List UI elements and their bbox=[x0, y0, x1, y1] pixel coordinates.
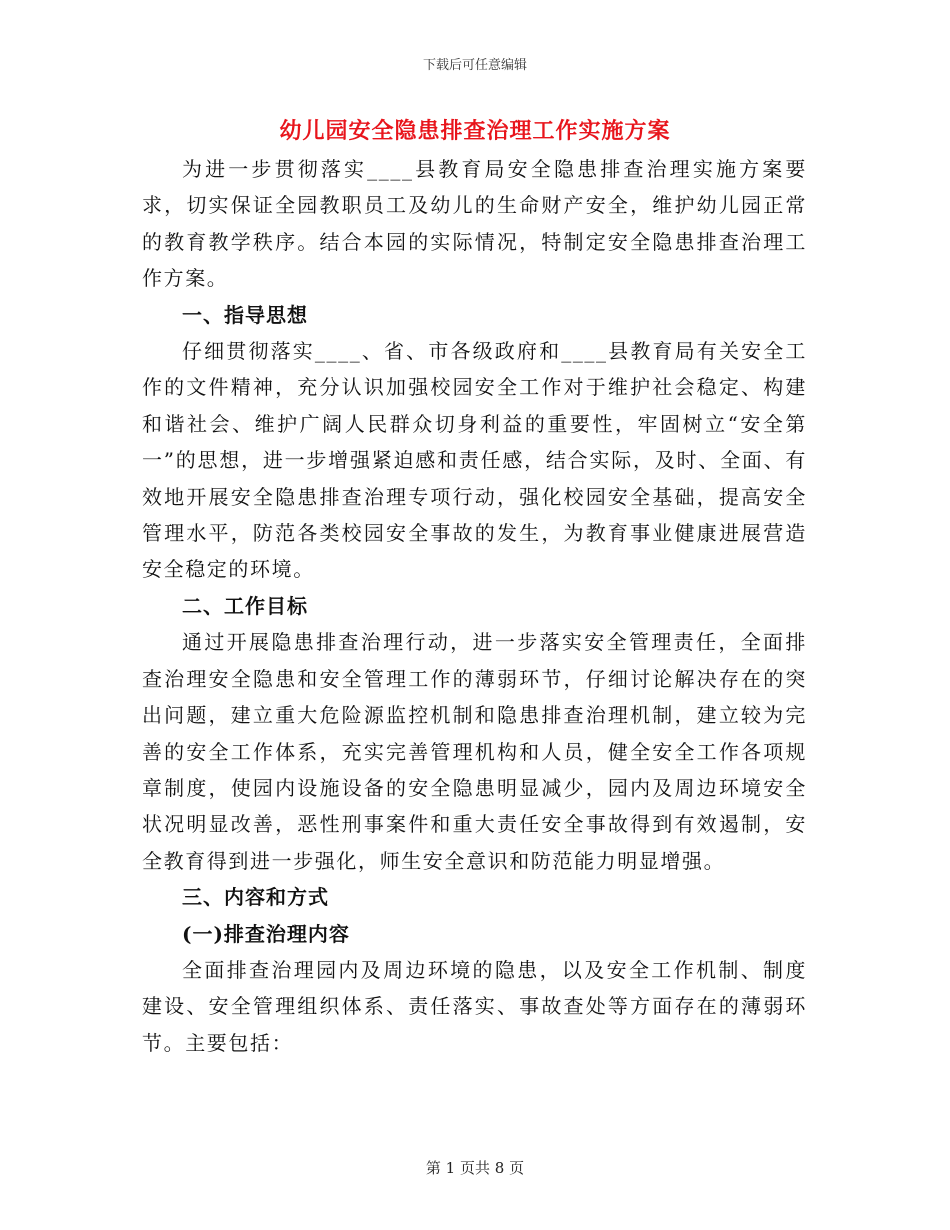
inspection-content-paragraph: 全面排查治理园内及周边环境的隐患，以及安全工作机制、制度建设、安全管理组织体系、责任落实、事故查处等方面存在的薄弱环节。主要包括： bbox=[142, 957, 807, 1055]
page-header-note: 下载后可任意编辑 bbox=[422, 58, 527, 73]
section-heading-work-goals: 二、工作目标 bbox=[182, 593, 308, 618]
section-heading-content-methods: 三、内容和方式 bbox=[182, 885, 329, 910]
intro-paragraph: 为进一步贯彻落实____县教育局安全隐患排查治理实施方案要求，切实保证全园教职员工及幼儿的生命财产安全，维护幼儿园正常的教育教学秩序。结合本园的实际情况，特制定安全隐患排查治理工作方案。 bbox=[142, 157, 807, 291]
document-title: 幼儿园安全隐患排查治理工作实施方案 bbox=[279, 118, 671, 144]
section-heading-guiding-ideology: 一、指导思想 bbox=[182, 302, 308, 327]
guiding-ideology-paragraph: 仔细贯彻落实____、省、市各级政府和____县教育局有关安全工作的文件精神，充分认识加强校园安全工作对于维护社会稳定、构建和谐社会、维护广阔人民群众切身利益的重要性，牢固树立“安全第一”的思想，进一步增强紧迫感和责任感，结合实际，及时、全面、有效地开展安全隐患排查治理专项行动，强化校园安全基础，提高安全管理水平，防范各类校园安全事故的发生，为教育事业健康进展营造安全稳定的环境。 bbox=[142, 339, 807, 582]
page-number: 第 1 页共 8 页 bbox=[425, 1159, 525, 1177]
work-goals-paragraph: 通过开展隐患排查治理行动，进一步落实安全管理责任，全面排查治理安全隐患和安全管理工作的薄弱环节，仔细讨论解决存在的突出问题，建立重大危险源监控机制和隐患排查治理机制，建立较为完善的安全工作体系，充实完善管理机构和人员，健全安全工作各项规章制度，使园内设施设备的安全隐患明显减少，园内及周边环境安全状况明显改善，恶性刑事案件和重大责任安全事故得到有效遏制，安全教育得到进一步强化，师生安全意识和防范能力明显增强。 bbox=[142, 630, 807, 873]
document-body bbox=[142, 151, 807, 1061]
subsection-heading-inspection-content: (一)排查治理内容 bbox=[182, 921, 350, 946]
